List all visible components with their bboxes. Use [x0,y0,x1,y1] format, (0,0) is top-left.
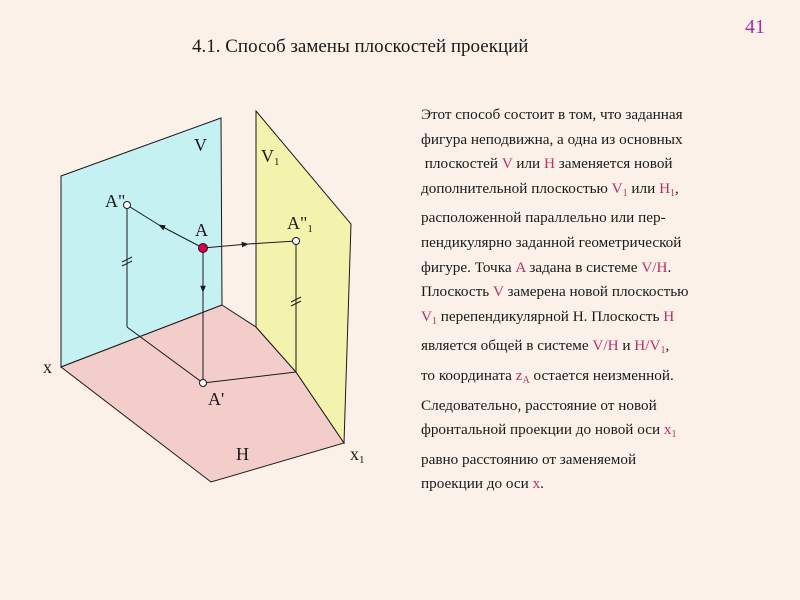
text-line: равно расстоянию от заменяемой [421,450,637,468]
label-plane-v1: V1 [261,146,280,168]
text-line: пендикулярно заданной геометрической [421,233,682,251]
point-a-horizontal [200,380,207,387]
slide-title: 4.1. Способ замены плоскостей проекций [192,36,529,57]
text-line: дополнительной плоскостью $V_1$ или $H_1$, [421,179,679,199]
text-line: фигура неподвижна, а одна из основных [421,130,683,148]
text-line: $V_1$ перепендикулярной Н. Плоскость H [421,307,675,327]
text-line: Плоскость V замерена новой плоскостью [421,283,689,301]
label-a-front: A" [105,191,126,211]
label-a-front-new: A"1 [287,213,313,235]
label-axis-x: x [43,357,52,377]
text-line: Следовательно, расстояние от новой [421,396,657,414]
explanation-text [421,103,781,497]
text-line: является общей в системе V/H и $H/V_1$, [421,337,670,357]
label-plane-v: V [194,135,207,155]
label-a-horizontal: A' [208,389,225,409]
slide-number: 41 [745,16,765,38]
text-line: Этот способ состоит в том, что заданная [421,106,683,123]
text-line: фронтальной проекции до новой оси $x_1$ [421,421,677,441]
text-line: то координата $z_A$ остается неизменной. [421,366,674,386]
label-a: A [195,220,208,240]
text-line: плоскостей V или H заменяется новой [424,155,673,173]
text-line: расположенной параллельно или пер- [421,209,666,227]
point-a [199,244,208,253]
text-line: фигуре. Точка A задана в системе V/H. [421,258,672,276]
label-plane-h: H [236,444,249,464]
text-line: проекции до оси x. [421,475,544,493]
point-a-front-new [293,238,300,245]
label-axis-x1: x1 [350,444,365,466]
